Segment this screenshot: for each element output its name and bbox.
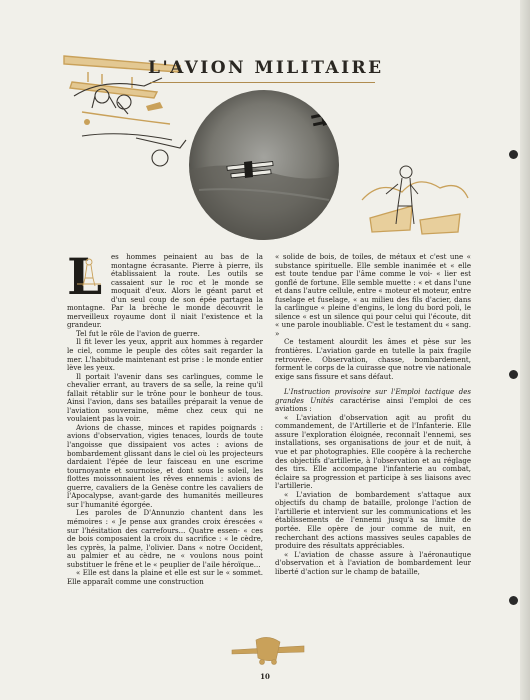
paragraph: Les paroles de D'Annunzio chantent dans les mémoires : « Je pense aux grandes croix érescées « sur l'hésitation des carrefours... Quatre essen- « ces de bois composaient la croix du sacrifice : « le cèdre, les cyprès, la palme, l'olivier. Dans « notre Occident, au palmier et au cèdre, ne « voulons nous point substituer le frêne et le « peuplier de l'aile héroïque... (67, 508, 263, 569)
paragraph: « L'aviation d'observation agit au profit du commandement, de l'Artillerie et de l'Infanterie. Elle assure l'exploration éloignée, reconnaît l'ennemi, ses installations, ses organisations de jour et de nuit, à vue et par photographies. Elle coopère à la recherche des objectifs d'artillerie, à l'observation et au réglage des tirs. Elle accompagne l'infanterie au combat, éclaire sa progression et participe à ses liaisons avec l'artillerie. (275, 412, 471, 491)
page-number: 10 (260, 672, 270, 681)
binding-hole (509, 596, 518, 605)
instruction-text: caractérise ainsi l'emploi de ces aviations : (275, 395, 472, 414)
paragraph: « Elle est dans la plaine et elle est sur le « sommet. Elle apparaît comme une construction (67, 568, 263, 586)
paragraph: Tel fut le rôle de l'avion de guerre. (76, 328, 200, 338)
dropcap-figures (67, 247, 107, 306)
paragraph: Avions de chasse, minces et rapides poignards : avions d'observation, vigies tenaces, lourds de toute l'angoisse que dissipaient vos actes : avions de bombardement glissant dans le ciel où les projecteurs dardaient l'épée de leur faisceau en une escrime tournoyante et sournoise, et dont sous le soleil, les flottes moissonnaient les rêves ennemis : avions de guerre, cavaliers de la Genèse contre les cavaliers de l'Apocalypse, avant-garde des humanités meilleures sur l'humanité égorgée. (67, 422, 263, 509)
binding-hole (509, 370, 518, 379)
aviator-illustration (360, 140, 470, 235)
page-edge (520, 0, 530, 700)
paragraph-intro: es hommes peinaient au bas de la montagne écrasante. Pierre à pierre, ils établissaient la route. Les outils se cassaient sur le roc et le monde se moquait d'eux. Alors le géant parut et d'un seul coup de son épée partagea la montagne. Par la brèche le monde découvrit le merveilleux royaume dont il niait l'existence et la grandeur. (67, 252, 263, 330)
right-column (275, 253, 471, 576)
aerial-photograph (189, 90, 339, 240)
title-rule (150, 82, 375, 83)
paragraph: « L'aviation de bombardement s'attaque aux objectifs du champ de bataille, prolonge l'action de l'artillerie et intervient sur les communications et les établissements de l'ennemi jusqu'à sa limite de portée. Elle opère de jour comme de nuit, en recherchant des actions massives seules capables de produire des résultats appréciables. (275, 489, 471, 551)
bottom-plane-ornament (226, 632, 310, 666)
page-title: L'AVION MILITAIRE (148, 58, 384, 78)
binding-hole (509, 150, 518, 159)
paragraph: Il fit lever les yeux, apprit aux hommes à regarder le ciel, comme le peuple des côtes sait regarder la mer. L'habitude maintenant est prise : le monde entier lève les yeux. (67, 337, 263, 373)
paragraph: « L'aviation de chasse assure à l'aéronautique d'observation et à l'aviation de bombardement leur liberté d'action sur le champ de bataille, (275, 549, 471, 576)
aerial-photo-image (189, 90, 339, 240)
quotation-continued: « solide de bois, de toiles, de métaux et c'est une « substance spirituelle. Elle semble inanimée et « elle est toute tendue par l'âme comme le voi- « lier est gonflé de fortune. Elle semble muette : « et dans l'une et dans l'autre cellule, entre « moteur et moteur, entre fuselage et fuselage, « au milieu des fils d'acier, dans la carlingue « pleine d'engins, le long du bord poli, le silence « est un silence qui pour celui qui l'écoute, dit « une parole inoubliable. C'est le testament du « sang. » (275, 252, 471, 338)
dropcap-illustration (67, 247, 107, 306)
paragraph-instruction (275, 388, 471, 414)
paragraph: Ce testament alourdit les âmes et pèse sur les frontières. L'aviation garde en tutelle la paix fragile retrouvée. Observation, chasse, bombardement, forment le corps de la cuirasse que notre vie nationale exige sans fissure et sans défaut. (275, 337, 471, 381)
dropcap-letter: L (67, 247, 103, 306)
instruction-title: L'Instruction provisoire sur l'Emploi tactique des grandes Unités (275, 387, 471, 405)
paragraph: Il portait l'avenir dans ses carlingues, comme le chevalier errant, au travers de sa selle, la reine qu'il fallait rétablir sur le trône pour le bonheur de tous. Ainsi l'avion, dans ses batailles préparait la venue de l'aviation souveraine, même chez ceux qui ne voulaient pas la voir. (67, 371, 263, 424)
left-column (67, 247, 263, 586)
